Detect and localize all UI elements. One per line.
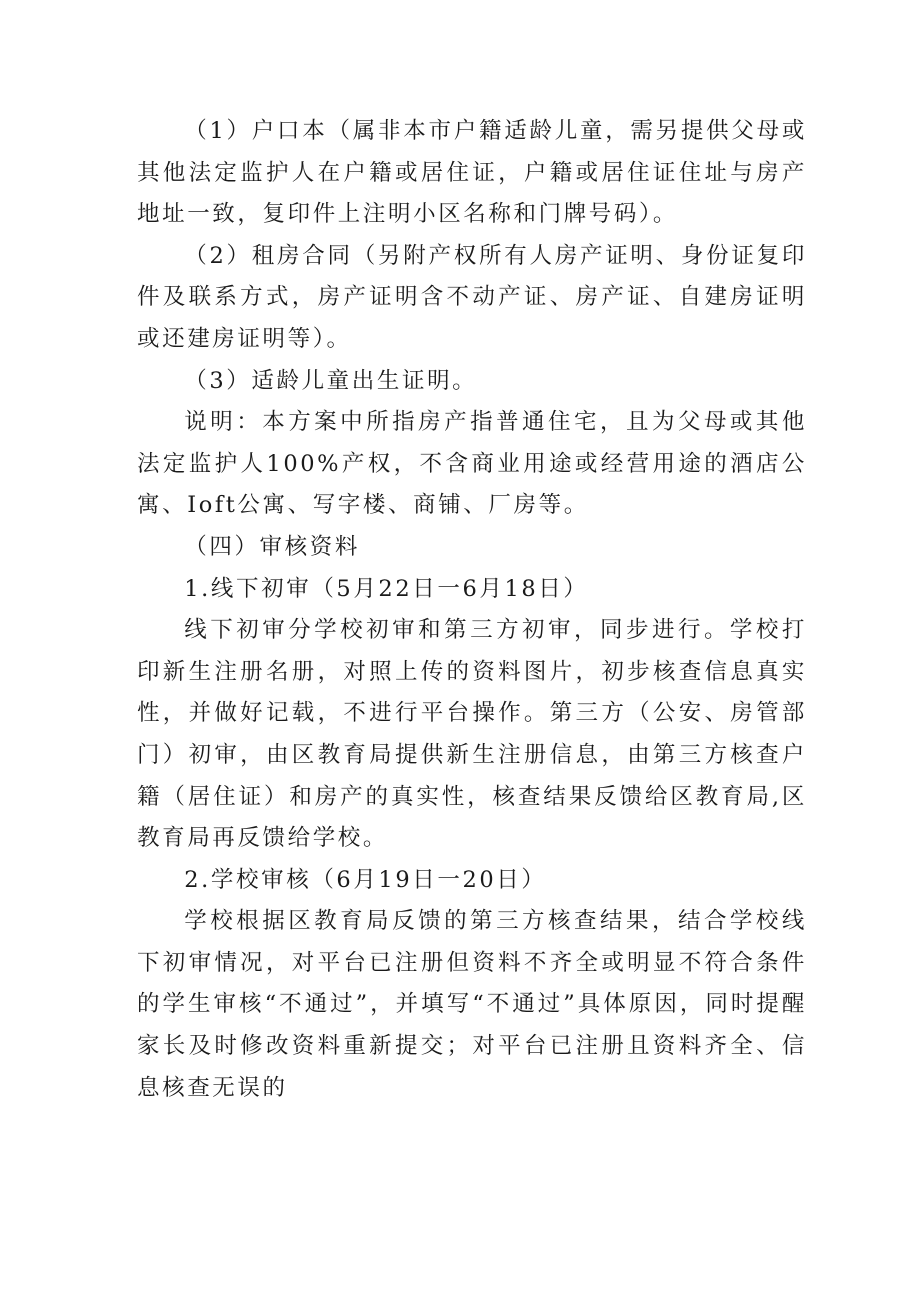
subheading-school-review: 2.学校审核（6月19日一20日） xyxy=(184,866,547,893)
section-heading-review: （四）审核资料 xyxy=(184,533,360,560)
paragraph-household-register: （1）户口本（属非本市户籍适龄儿童，需另提供父母或其他法定监护人在户籍或居住证，户籍或居住证住址与房产地址一致，复印件上注明小区名称和门牌号码）。 xyxy=(137,118,807,228)
paragraph-property-note: 说明：本方案中所指房产指普通住宅，且为父母或其他法定监护人100%产权，不含商业用途或经营用途的酒店公寓、Ioft公寓、写字楼、商铺、厂房等。 xyxy=(137,409,807,519)
document-body xyxy=(137,111,807,1109)
subheading-offline-review: 1.线下初审（5月22日一6月18日） xyxy=(184,575,589,602)
paragraph-offline-review: 线下初审分学校初审和第三方初审，同步进行。学校打印新生注册名册，对照上传的资料图片，初步核查信息真实性，并做好记载，不进行平台操作。第三方（公安、房管部门）初审，由区教育局提供新生注册信息，由第三方核查户籍（居住证）和房产的真实性，核查结果反馈给区教育局,区教育局再反馈给学校。 xyxy=(137,617,807,852)
paragraph-school-review: 学校根据区教育局反馈的第三方核查结果，结合学校线下初审情况，对平台已注册但资料不齐全或明显不符合条件的学生审核“不通过”，并填写“不通过”具体原因，同时提醒家长及时修改资料重新提交；对平台已注册且资料齐全、信息核查无误的 xyxy=(137,908,807,1101)
paragraph-rental-contract: （2）租房合同（另附产权所有人房产证明、身份证复印件及联系方式，房产证明含不动产证、房产证、自建房证明或还建房证明等）。 xyxy=(137,242,807,352)
paragraph-birth-certificate: （3）适龄儿童出生证明。 xyxy=(184,367,478,394)
